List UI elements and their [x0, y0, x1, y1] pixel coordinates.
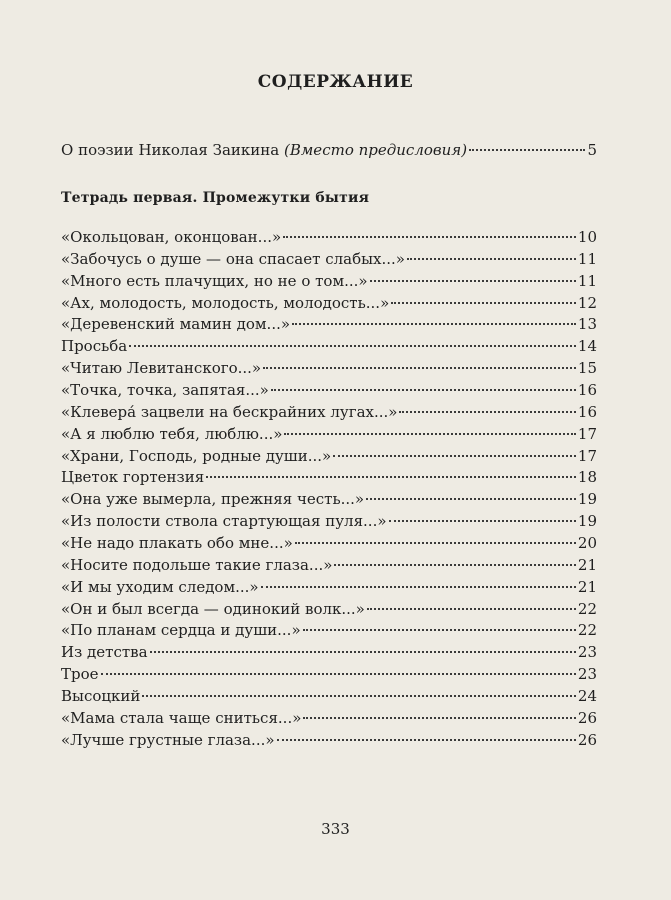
toc-entry-page: 22	[577, 599, 597, 618]
toc-entry-title: «Храни, Господь, родные души...»	[61, 446, 332, 465]
toc-entry	[61, 511, 597, 531]
leader-dots	[284, 433, 576, 435]
leader-dots	[129, 345, 576, 347]
toc-entry-title: «И мы уходим следом...»	[61, 577, 259, 596]
toc-entry-page: 24	[577, 686, 597, 705]
toc-entry	[61, 708, 597, 728]
toc-entry-page: 21	[577, 577, 597, 596]
toc-entry-title: О поэзии Николая Заикина (Вместо предисловия)	[61, 141, 468, 159]
toc-entry-title: «По планам сердца и души...»	[61, 621, 301, 640]
toc-entry-title: Из детства	[61, 643, 148, 662]
toc-entry-title: Высоцкий	[61, 686, 141, 705]
leader-dots	[469, 149, 585, 151]
toc-entry-title: «Мама стала чаще сниться...»	[61, 708, 302, 727]
leader-dots	[206, 476, 576, 478]
toc-entry-title: «Забочусь о душе — она спасает слабых...»	[61, 249, 405, 268]
toc-entry-page: 23	[577, 643, 597, 662]
toc-entry	[61, 730, 597, 750]
toc-entry	[61, 489, 597, 509]
toc-entry	[61, 314, 597, 334]
toc-entry-page: 17	[577, 446, 597, 465]
toc-entry	[61, 293, 597, 313]
toc-entry-page: 11	[577, 249, 597, 268]
leader-dots	[333, 455, 576, 457]
toc-entry-title: «Деревенский мамин дом...»	[61, 315, 291, 334]
leader-dots	[292, 323, 576, 325]
toc-entry	[61, 642, 597, 662]
toc-entry-title: «Ах, молодость, молодость, молодость...»	[61, 293, 390, 312]
toc-entry-page: 17	[577, 424, 597, 443]
toc-entry-title: «Носите подольше такие глаза...»	[61, 555, 333, 574]
toc-entry-subtitle: (Вместо предисловия)	[284, 141, 468, 159]
leader-dots	[283, 236, 576, 238]
toc-entry-page: 15	[577, 359, 597, 378]
leader-dots	[263, 367, 576, 369]
leader-dots	[399, 411, 575, 413]
leader-dots	[303, 629, 576, 631]
toc-entry	[61, 533, 597, 553]
toc-entry	[61, 620, 597, 640]
toc-entry-page: 20	[577, 533, 597, 552]
toc-entry-title: «Лучше грустные глаза...»	[61, 730, 275, 749]
section-title: Тетрадь первая. Промежутки бытия	[61, 190, 370, 206]
toc-entry-page: 19	[577, 512, 597, 531]
toc-entry	[61, 271, 597, 291]
leader-dots	[150, 651, 576, 653]
leader-dots	[367, 608, 576, 610]
toc-entry-page: 13	[577, 315, 597, 334]
toc-entry	[61, 686, 597, 706]
toc-entry-title: Цветок гортензия	[61, 468, 205, 487]
leader-dots	[101, 673, 576, 675]
toc-entry	[61, 446, 597, 466]
toc-entry	[61, 227, 597, 247]
leader-dots	[407, 258, 576, 260]
toc-entry-preface	[61, 140, 597, 160]
toc-entry	[61, 336, 597, 356]
toc-entry-page: 21	[577, 555, 597, 574]
leader-dots	[277, 739, 576, 741]
leader-dots	[370, 280, 576, 282]
toc-entry-title: Просьба	[61, 337, 128, 356]
leader-dots	[391, 302, 576, 304]
toc-entry-title: «Читаю Левитанского...»	[61, 359, 262, 378]
leader-dots	[271, 389, 576, 391]
toc-entry	[61, 424, 597, 444]
leader-dots	[366, 498, 576, 500]
toc-entry-title: «Она уже вымерла, прежняя честь...»	[61, 490, 365, 509]
toc-entry	[61, 577, 597, 597]
leader-dots	[295, 542, 576, 544]
toc-entry-title: Трое	[61, 665, 99, 683]
toc-entry-page: 26	[577, 708, 597, 727]
leader-dots	[142, 695, 575, 697]
leader-dots	[261, 586, 576, 588]
toc-entry-title: «А я люблю тебя, люблю...»	[61, 424, 283, 443]
toc-entry-page: 22	[577, 621, 597, 640]
toc-entry-title: «Точка, точка, запятая...»	[61, 381, 269, 399]
toc-entry-title: «Много есть плачущих, но не о том...»	[61, 271, 368, 290]
toc-heading: СОДЕРЖАНИЕ	[257, 72, 414, 92]
toc-entry-page: 16	[577, 381, 597, 399]
toc-entry-page: 19	[577, 490, 597, 509]
toc-entry-title: «Окольцован, оконцован...»	[61, 228, 282, 246]
toc-entry	[61, 599, 597, 619]
toc-entry-page: 23	[577, 665, 597, 683]
toc-entry	[61, 358, 597, 378]
toc-entry-page: 14	[577, 337, 597, 356]
toc-entry-page: 12	[577, 293, 597, 312]
toc-entry-page: 10	[577, 228, 597, 246]
toc-entry	[61, 555, 597, 575]
toc-entry-title: «Клевера́ зацвели на бескрайних лугах...»	[61, 402, 398, 421]
toc-entry	[61, 402, 597, 422]
leader-dots	[389, 520, 576, 522]
toc-entry-page: 11	[577, 271, 597, 290]
toc-entry-page: 16	[577, 402, 597, 421]
toc-entry	[61, 664, 597, 684]
page-number: 333	[321, 820, 350, 838]
toc-entry	[61, 249, 597, 269]
toc-entry-title: «Из полости ствола стартующая пуля...»	[61, 512, 387, 531]
toc-entry-page: 18	[577, 468, 597, 487]
leader-dots	[334, 564, 576, 566]
toc-entry	[61, 467, 597, 487]
toc-entry-page: 26	[577, 730, 597, 749]
toc-entry	[61, 380, 597, 400]
toc-entry-page: 5	[587, 141, 597, 159]
toc-entry-title: «Не надо плакать обо мне...»	[61, 533, 293, 552]
leader-dots	[303, 717, 576, 719]
toc-entry-title: «Он и был всегда — одинокий волк...»	[61, 599, 365, 618]
